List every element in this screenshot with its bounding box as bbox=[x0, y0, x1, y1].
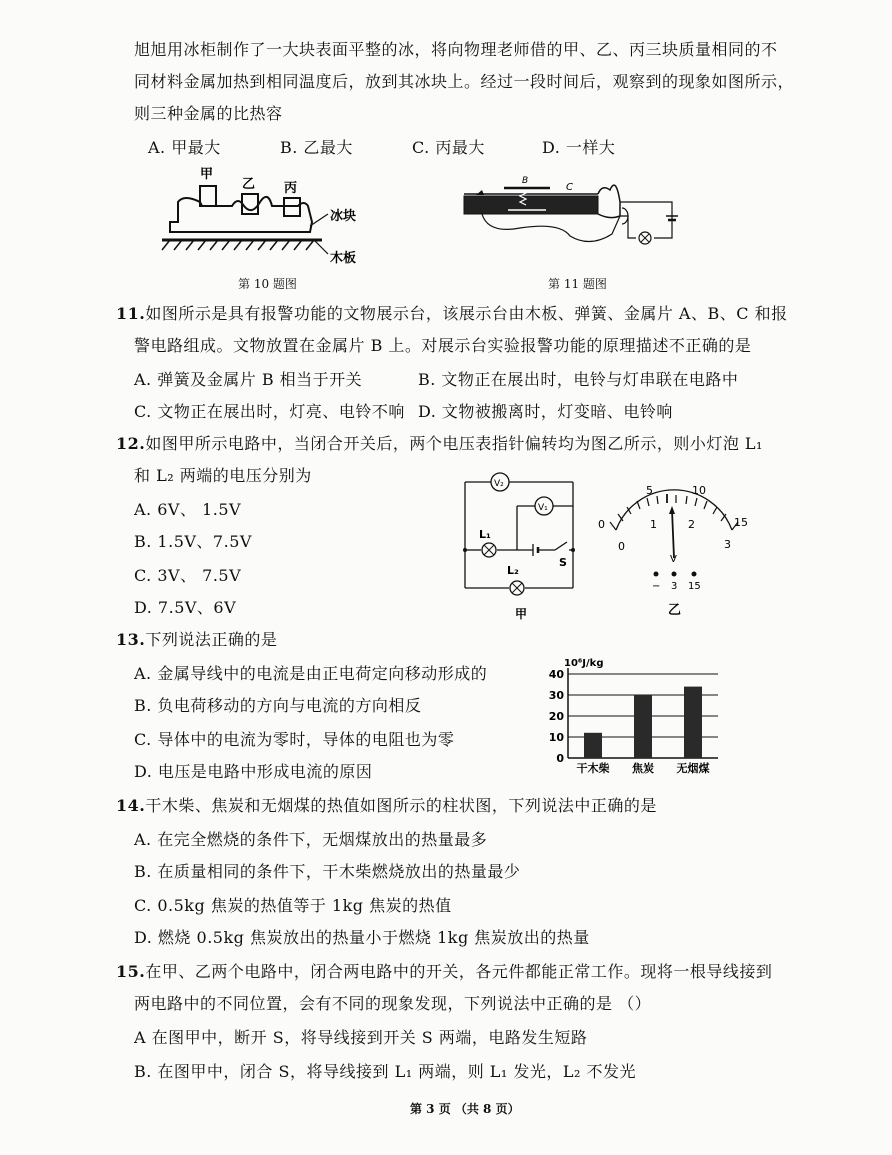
lamp-l2-icon bbox=[510, 581, 524, 595]
q15-number: 15. bbox=[116, 962, 146, 981]
q12-option-b: B. 1.5V、7.5V bbox=[134, 532, 252, 551]
q14-option-d: D. 燃烧 0.5kg 焦炭放出的热量小于燃烧 1kg 焦炭放出的热量 bbox=[134, 928, 590, 947]
label-bing: 丙 bbox=[284, 181, 298, 196]
q15-stem-line1 bbox=[116, 962, 772, 982]
label-board: 木板 bbox=[330, 251, 357, 266]
svg-text:V₂: V₂ bbox=[494, 479, 504, 489]
q15-option-b: B. 在图甲中，闭合 S，将导线接到 L₁ 两端，则 L₁ 发光，L₂ 不发光 bbox=[134, 1062, 637, 1081]
q10-option-a: A. 甲最大 bbox=[148, 138, 221, 157]
heat-value-bar-chart bbox=[540, 654, 740, 778]
chart-category-label: 无烟煤 bbox=[676, 762, 710, 775]
q12-stem-line1 bbox=[116, 434, 763, 454]
q11-stem-line1 bbox=[116, 304, 788, 324]
svg-text:V₁: V₁ bbox=[538, 503, 548, 513]
q13-option-c: C. 导体中的电流为零时，导体的电阻也为零 bbox=[134, 730, 455, 749]
q11-stem-line2: 警电路组成。文物放置在金属片 B 上。对展示台实验报警功能的原理描述不正确的是 bbox=[134, 336, 752, 355]
q10-option-c: C. 丙最大 bbox=[412, 138, 485, 157]
q11-option-b: B. 文物正在展出时，电铃与灯串联在电路中 bbox=[418, 370, 739, 389]
label-l1: L₁ bbox=[479, 528, 491, 541]
label-l2: L₂ bbox=[507, 564, 519, 577]
svg-text:3: 3 bbox=[724, 538, 731, 551]
q10-stem-line3: 则三种金属的比热容 bbox=[134, 104, 283, 123]
q10-option-d: D. 一样大 bbox=[542, 138, 616, 157]
voltmeter-v1-icon bbox=[535, 497, 553, 515]
svg-text:0: 0 bbox=[598, 518, 605, 531]
svg-text:3: 3 bbox=[671, 581, 678, 592]
label-jia: 甲 bbox=[200, 167, 214, 182]
q11-option-d: D. 文物被搬离时，灯变暗、电铃响 bbox=[418, 402, 673, 421]
svg-text:1: 1 bbox=[650, 518, 657, 531]
svg-text:15: 15 bbox=[688, 581, 701, 592]
chart-y-tick-label: 0 bbox=[556, 752, 564, 765]
q13-option-a: A. 金属导线中的电流是由正电荷定向移动形成的 bbox=[134, 664, 488, 683]
q12-option-d: D. 7.5V、6V bbox=[134, 598, 237, 617]
q11-option-a: A. 弹簧及金属片 B 相当于开关 bbox=[134, 370, 363, 389]
q13-stem bbox=[116, 630, 277, 650]
chart-y-tick-label: 10 bbox=[548, 731, 564, 744]
q10-stem-line2: 同材料金属加热到相同温度后，放到其冰块上。经过一段时间后，观察到的现象如图所示， bbox=[134, 72, 795, 91]
q10-caption: 第 10 题图 bbox=[238, 277, 297, 291]
label-yi: 乙 bbox=[242, 177, 256, 192]
q14-option-a: A. 在完全燃烧的条件下，无烟煤放出的热量最多 bbox=[134, 830, 488, 849]
q12-stem-text: 如图甲所示电路中，当闭合开关后，两个电压表指针偏转均为图乙所示，则小灯泡 L₁ bbox=[145, 434, 763, 453]
svg-text:−: − bbox=[652, 581, 661, 592]
svg-text:V: V bbox=[670, 554, 677, 565]
q14-option-c: C. 0.5kg 焦炭的热值等于 1kg 焦炭的热值 bbox=[134, 896, 452, 915]
label-ice: 冰块 bbox=[330, 209, 357, 224]
q12-stem-line2: 和 L₂ 两端的电压分别为 bbox=[134, 466, 312, 485]
q12-option-a: A. 6V、 1.5V bbox=[134, 500, 242, 519]
q13-option-d: D. 电压是电路中形成电流的原因 bbox=[134, 762, 373, 781]
svg-text:10: 10 bbox=[692, 484, 706, 497]
chart-bar bbox=[584, 733, 602, 758]
chart-bar bbox=[634, 695, 652, 758]
label-c: C bbox=[566, 182, 573, 193]
label-jia-circuit: 甲 bbox=[515, 607, 528, 621]
meter-needle bbox=[672, 510, 674, 558]
q14-stem-text: 干木柴、焦炭和无烟煤的热值如图所示的柱状图，下列说法中正确的是 bbox=[145, 796, 657, 815]
q11-figure-alarm-display bbox=[460, 172, 685, 254]
label-b: B bbox=[522, 176, 529, 186]
q10-figure-ice-block bbox=[160, 162, 375, 270]
svg-text:5: 5 bbox=[646, 484, 653, 497]
q13-stem-text: 下列说法正确的是 bbox=[145, 630, 278, 649]
lamp-l1-icon bbox=[482, 543, 496, 557]
q12-circuit-jia bbox=[455, 470, 585, 622]
q12-option-c: C. 3V、 7.5V bbox=[134, 566, 242, 585]
q15-stem-line2: 两电路中的不同位置，会有不同的现象发现，下列说法中正确的是 （） bbox=[134, 994, 652, 1013]
q12-voltmeter-dial bbox=[592, 482, 762, 622]
q10-option-b: B. 乙最大 bbox=[280, 138, 353, 157]
q14-option-b: B. 在质量相同的条件下，干木柴燃烧放出的热量最少 bbox=[134, 862, 521, 881]
label-yi-meter: 乙 bbox=[668, 603, 682, 618]
q15-stem-text: 在甲、乙两个电路中，闭合两电路中的开关，各元件都能正常工作。现将一根导线接到 bbox=[145, 962, 773, 981]
q12-number: 12. bbox=[116, 434, 146, 453]
q11-caption: 第 11 题图 bbox=[548, 277, 607, 291]
q10-stem-line1: 旭旭用冰柜制作了一大块表面平整的冰，将向物理老师借的甲、乙、丙三块质量相同的不 bbox=[134, 40, 778, 59]
chart-category-label: 干木柴 bbox=[576, 762, 610, 775]
q11-stem-text: 如图所示是具有报警功能的文物展示台，该展示台由木板、弹簧、金属片 A、B、C 和报 bbox=[145, 304, 788, 323]
q14-number: 14. bbox=[116, 796, 146, 815]
q14-stem bbox=[116, 796, 657, 816]
svg-text:0: 0 bbox=[618, 540, 625, 553]
svg-text:15: 15 bbox=[734, 516, 748, 529]
chart-y-tick-label: 30 bbox=[548, 689, 564, 702]
page-footer: 第 3 页 （共 8 页） bbox=[410, 1102, 520, 1116]
chart-bar bbox=[684, 687, 702, 758]
q11-number: 11. bbox=[116, 304, 146, 323]
chart-category-label: 焦炭 bbox=[632, 762, 654, 775]
label-s: S bbox=[559, 556, 567, 569]
svg-text:2: 2 bbox=[688, 518, 695, 531]
q15-option-a: A 在图甲中，断开 S，将导线接到开关 S 两端，电路发生短路 bbox=[134, 1028, 588, 1047]
metal-jia-block bbox=[200, 186, 216, 206]
voltmeter-v2-icon bbox=[491, 473, 509, 491]
q13-option-b: B. 负电荷移动的方向与电流的方向相反 bbox=[134, 696, 422, 715]
chart-y-tick-label: 20 bbox=[548, 710, 564, 723]
q13-number: 13. bbox=[116, 630, 146, 649]
q11-option-c: C. 文物正在展出时，灯亮、电铃不响 bbox=[134, 402, 405, 421]
chart-y-tick-label: 40 bbox=[548, 668, 564, 681]
chart-y-axis-label: 10⁶J/kg bbox=[564, 658, 604, 669]
